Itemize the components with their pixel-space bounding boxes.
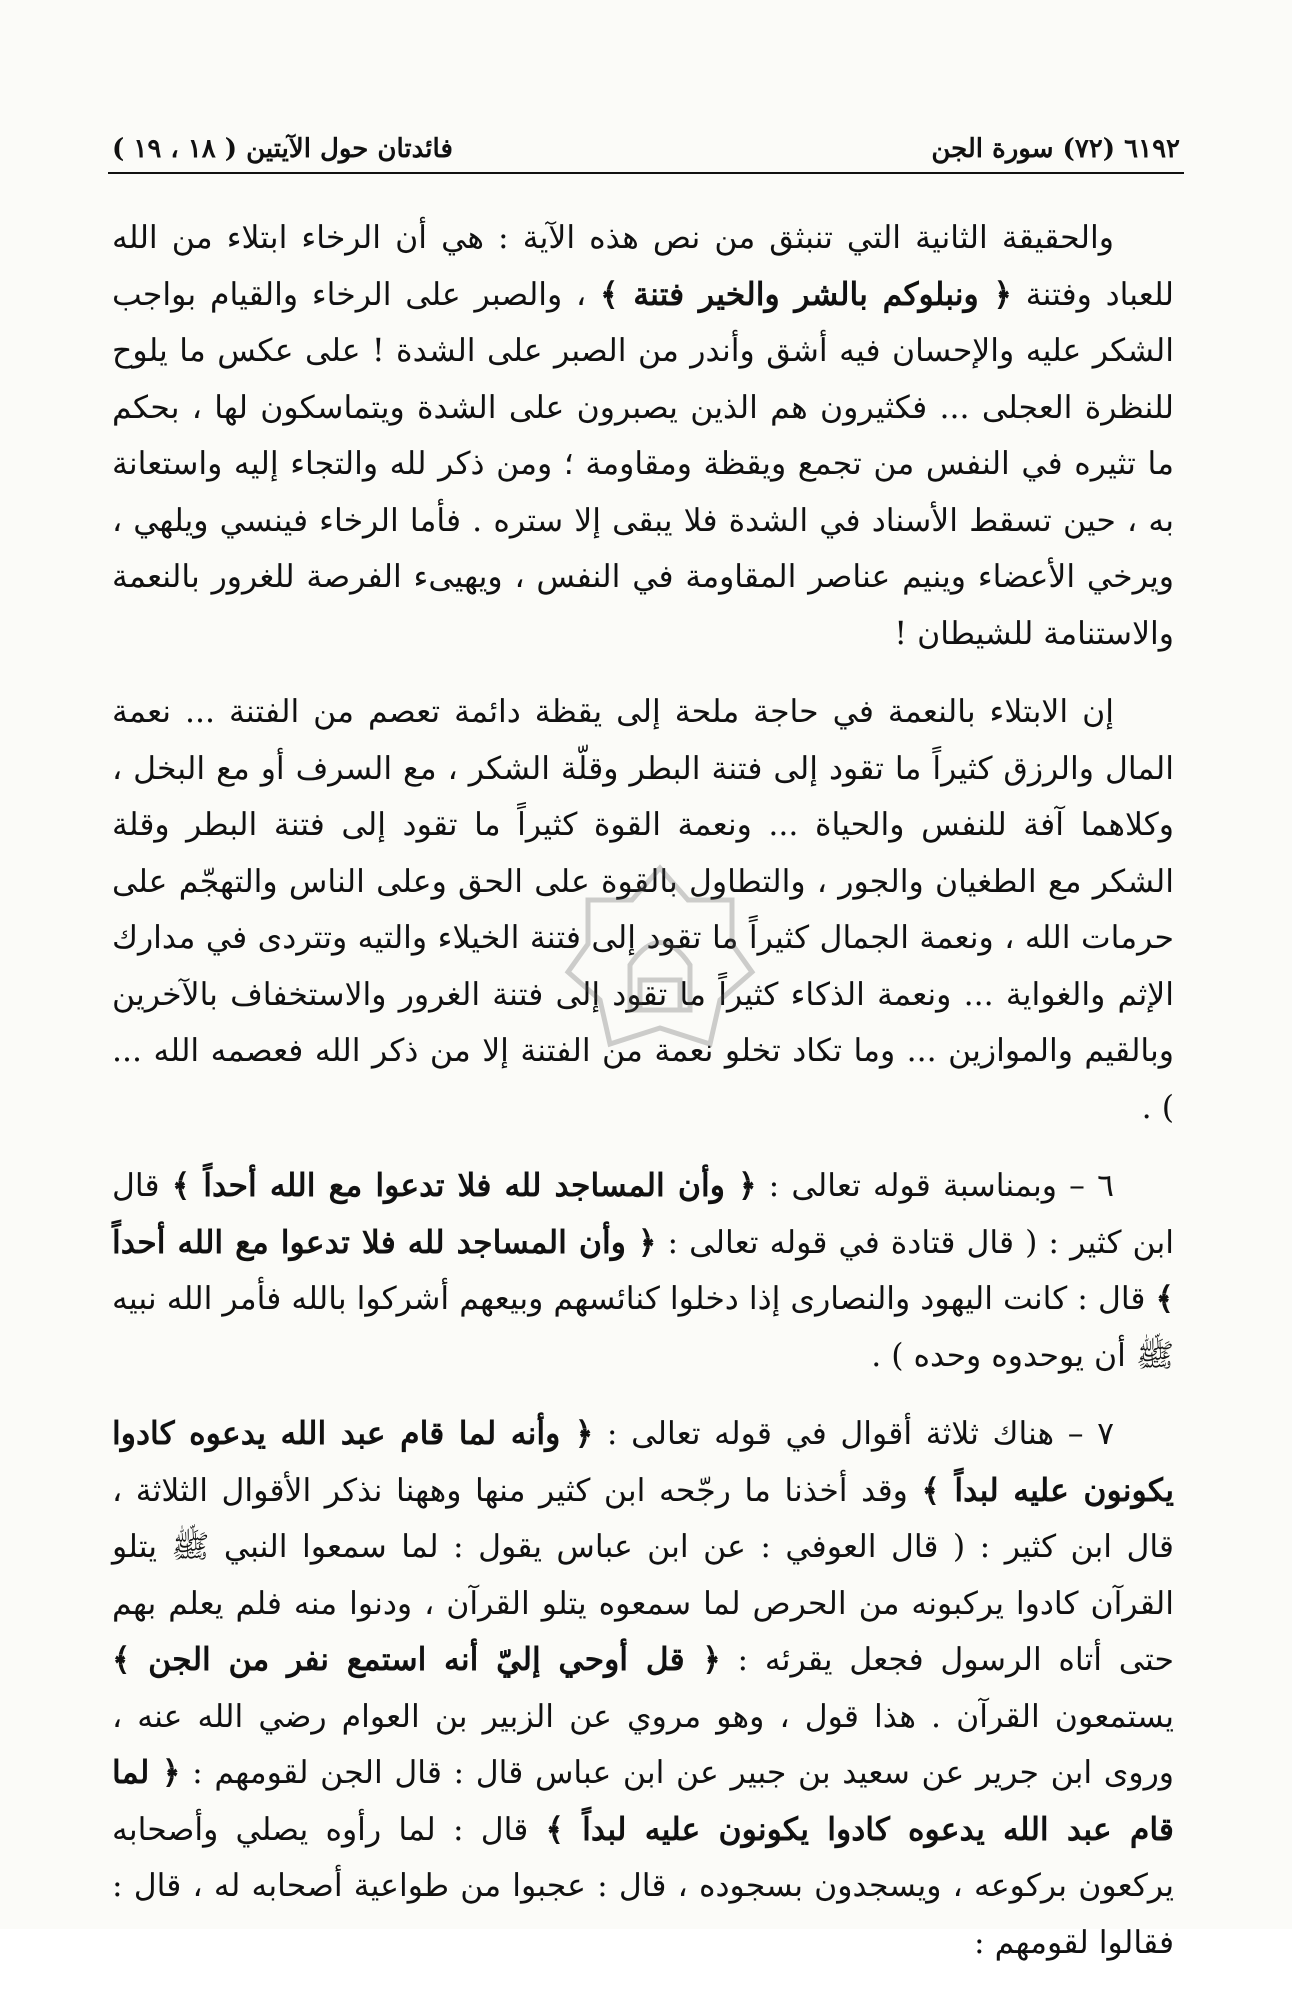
text-run: إن الابتلاء بالنعمة في حاجة ملحة إلى يقظة دائمة تعصم من الفتنة ... نعمة المال والرزق كثيراً ما تقود إلى فتنة البطر وقلّة الشكر ، مع السرف أو مع البخل ، وكلاهما آفة للنفس والحياة ... ونعمة القوة كثيراً ما تقود إلى فتنة البطر وقلة الشكر مع الطغيان والجور ، والتطاول بالقوة على الحق وعلى الناس والتهجّم على حرمات الله ، ونعمة الجمال كثيراً ما تقود إلى فتنة الخيلاء والتيه وتتردى في مدارك الإثم والغواية ... ونعمة الذكاء كثيراً ما تقود إلى فتنة الغرور والاستخفاف بالآخرين وبالقيم والموازين ... وما تكاد تخلو نعمة من الفتنة إلا من ذكر الله فعصمه الله ... ) . bbox=[112, 694, 1174, 1126]
quran-verse: ﴿ وأنه لما قام عبد الله يدعوه كادوا يكونون عليه لبداً ﴾ bbox=[112, 1415, 1174, 1509]
text-run: والحقيقة الثانية التي تنبثق من نص هذه الآية : هي أن الرخاء ابتلاء من الله للعباد وفتنة bbox=[112, 220, 1175, 313]
text-run: وقد أخذنا ما رجّحه ابن كثير منها وههنا نذكر الأقوال الثلاثة ، قال ابن كثير : ( قال العوفي : عن ابن عباس يقول : لما سمعوا النبي ﷺ يتلو القرآن كادوا يركبونه من الحرص لما سمعوه يتلو القرآن ، ودنوا منه فلم يعلم بهم حتى أتاه الرسول فجعل يقرئه : bbox=[112, 1472, 1175, 1678]
running-header bbox=[112, 120, 1180, 164]
text-run: يستمعون القرآن . هذا قول ، وهو مروي عن الزبير بن العوام رضي الله عنه ، وروى ابن جرير عن سعيد بن جبير عن ابن عباس قال : قال الجن لقومهم : bbox=[112, 1698, 1174, 1791]
text-run: قال ابن كثير : ( قال قتادة في قوله تعالى : bbox=[112, 1168, 1174, 1261]
quran-verse: ﴿ ونبلوكم بالشر والخير فتنة ﴾ bbox=[600, 275, 1012, 313]
text-run: ٦ – وبمناسبة قوله تعالى : bbox=[756, 1168, 1114, 1204]
page-body bbox=[112, 210, 1174, 1993]
quran-verse: ﴿ لما قام عبد الله يدعوه كادوا يكونون عليه لبداً ﴾ bbox=[112, 1754, 1174, 1848]
paragraph bbox=[112, 1158, 1174, 1384]
quran-verse: ﴿ وأن المساجد لله فلا تدعوا مع الله أحداً ﴾ bbox=[171, 1167, 757, 1204]
text-run: قال : لما رأوه يصلي وأصحابه يركعون بركوعه ، ويسجدون بسجوده ، قال : عجبوا من طواعية أصحابه له ، قال : فقالوا لقومهم : bbox=[112, 1811, 1174, 1961]
text-run: قال : كانت اليهود والنصارى إذا دخلوا كنائسهم وبيعهم أشركوا بالله فأمر الله نبيه ﷺ أن يوحدوه وحده ) . bbox=[112, 1281, 1174, 1374]
text-run: ، والصبر على الرخاء والقيام بواجب الشكر عليه والإحسان فيه أشق وأندر من الصبر على الشدة ! على عكس ما يلوح للنظرة العجلى ... فكثيرون هم الذين يصبرون على الشدة ويتماسكون لها ، بحكم ما تثيره في النفس من تجمع ويقظة ومقاومة ؛ ومن ذكر لله والتجاء إليه واستعانة به ، حين تسقط الأسناد في الشدة فلا يبقى إلا ستره . فأما الرخاء فينسي ويلهي ، ويرخي الأعضاء وينيم عناصر المقاومة في النفس ، ويهيىء الفرصة للغرور بالنعمة والاستنامة للشيطان ! bbox=[112, 276, 1174, 652]
paragraph bbox=[112, 684, 1174, 1136]
section-title: فائدتان حول الآيتين ( ١٨ ، ١٩ ) bbox=[112, 134, 453, 164]
header-divider bbox=[108, 172, 1184, 174]
quran-verse: ﴿ قل أوحي إليّ أنه استمع نفر من الجن ﴾ bbox=[112, 1641, 721, 1678]
quran-verse: ﴿ وأن المساجد لله فلا تدعوا مع الله أحداً ﴾ bbox=[112, 1223, 1174, 1317]
text-run: ٧ – هناك ثلاثة أقوال في قوله تعالى : bbox=[593, 1416, 1115, 1452]
paragraph bbox=[112, 210, 1174, 662]
paragraph bbox=[112, 1406, 1174, 1971]
page-number-and-surah: ٦١٩٢ (٧٢) سورة الجن bbox=[931, 134, 1180, 164]
